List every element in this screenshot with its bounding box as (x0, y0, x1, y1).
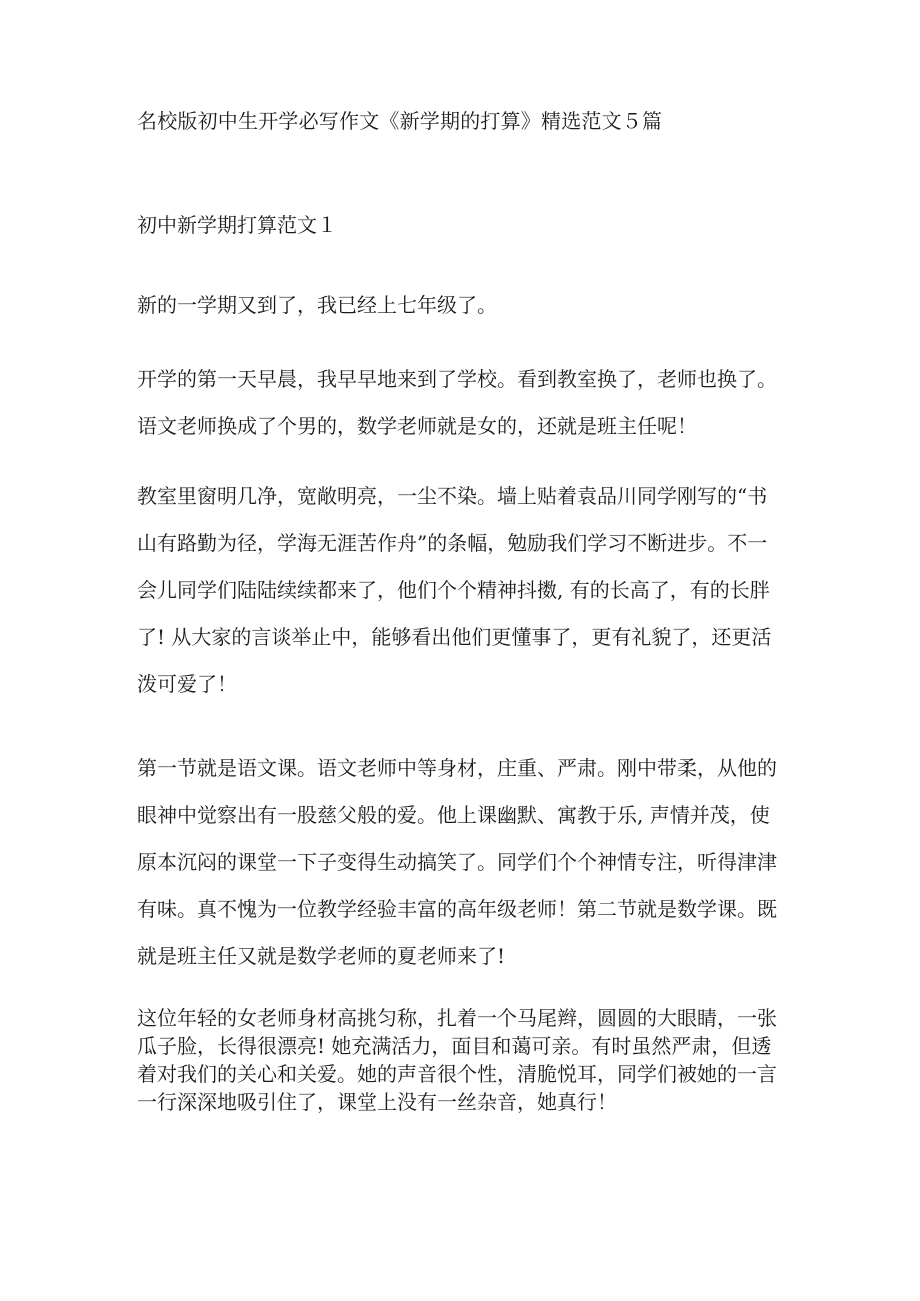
paragraph-3: 教室里窗明几净，宽敞明亮，一尘不染。墙上贴着袁品川同学刚写的“书山有路勤为径，学海无涯苦作舟”的条幅，勉励我们学习不断进步。不一会儿同学们陆陆续续都来了，他们个个精神抖擞, 有的长高了，有的长胖了! 从大家的言谈举止中，能够看出他们更懂事了，更有礼貌了，还更活泼可爱了！ (137, 484, 772, 696)
paragraph-2: 开学的第一天早晨，我早早地来到了学校。看到教室换了，老师也换了。语文老师换成了个男的，数学老师就是女的，还就是班主任呢！ (137, 367, 777, 438)
paragraph-5: 这位年轻的女老师身材高挑匀称，扎着一个马尾辫，圆圆的大眼睛，一张瓜子脸，长得很漂亮! 她充满活力，面目和蔼可亲。有时虽然严肃，但透着对我们的关心和关爱。她的声音很个性，清脆悦耳，同学们被她的一言一行深深地吸引住了，课堂上没有一丝杂音，她真行！ (137, 1006, 777, 1114)
section-heading: 初中新学期打算范文１ (137, 213, 337, 237)
paragraph-4: 第一节就是语文课。语文老师中等身材，庄重、严肃。刚中带柔，从他的眼神中觉察出有一股慈父般的爱。他上课幽默、寓教于乐, 声情并茂，使原本沉闷的课堂一下子变得生动搞笑了。同学们个个神情专注，听得津津有味。真不愧为一位教学经验丰富的高年级老师！第二节就是数学课。既就是班主任又就是数学老师的夏老师来了! (137, 756, 777, 968)
paragraph-1: 新的一学期又到了，我已经上七年级了。 (137, 293, 497, 317)
document-title: 名校版初中生开学必写作文《新学期的打算》精选范文５篇 (137, 109, 663, 133)
